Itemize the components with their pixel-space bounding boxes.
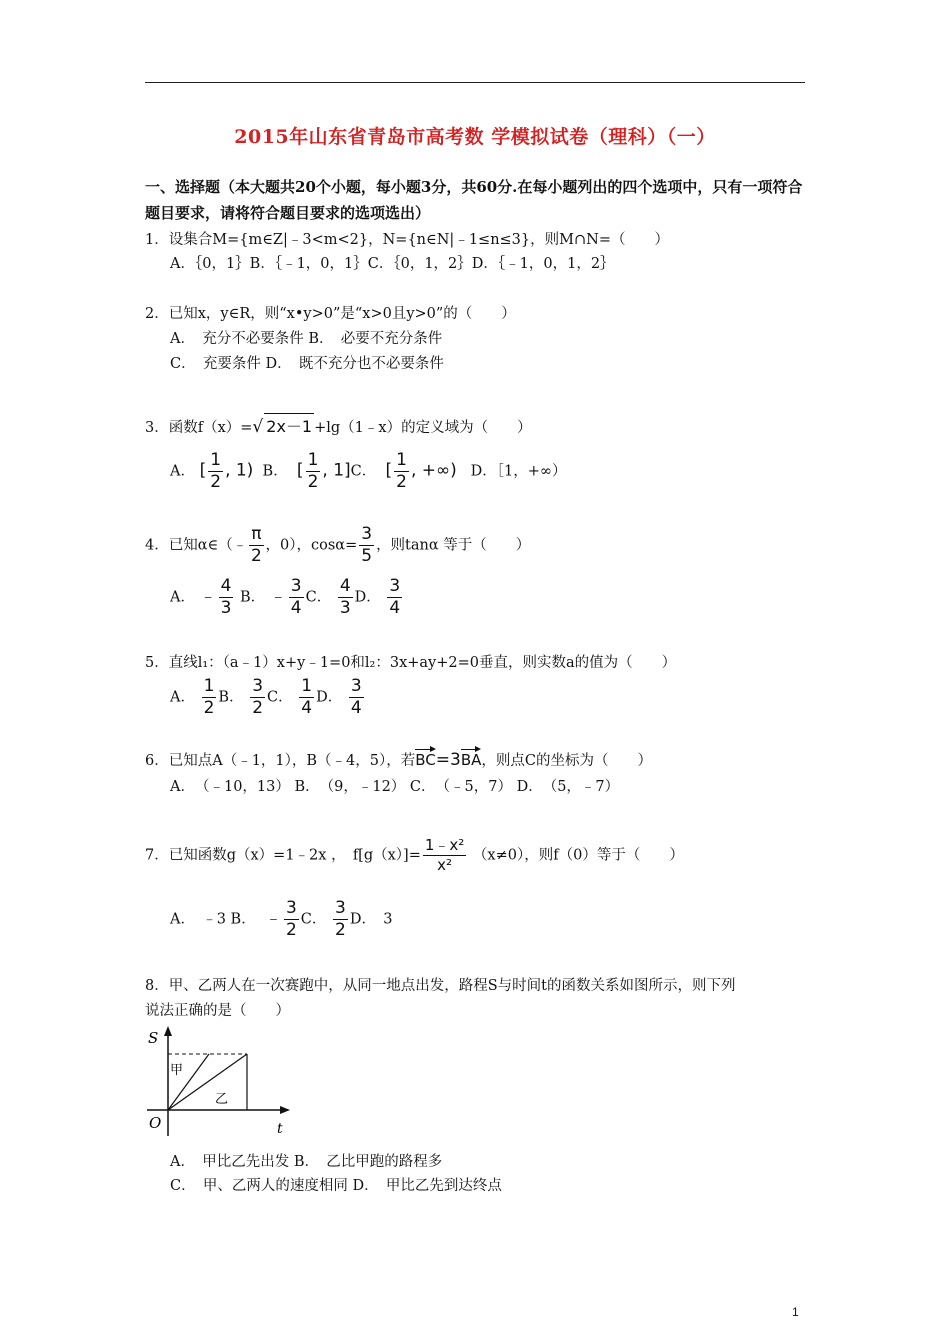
q4-opt-b-frac: $\frac{3}{4}$ [290,576,302,618]
q3-stem-post: +lg（1﹣x）的定义域为（ ） [314,420,532,436]
q5-options: A． $\frac{1}{2}$ B． $\frac{3}{2}$ C． $\frac{1}{4}$ D． $\frac{3}{4}$ [170,676,362,718]
q7-options: A． ﹣3 B． ﹣ $\frac{3}{2}$ C． $\frac{3}{2}$ D． 3 [170,898,393,940]
q4-opt-d-frac: $\frac{3}{4}$ [389,576,401,618]
q7-opt-c-frac: $\frac{3}{2}$ [334,898,346,940]
q3-stem: 3．函数f（x）=√ 2x－1 +lg（1﹣x）的定义域为（ ） [145,413,532,437]
q5-stem: 5．直线l₁：（a﹣1）x+y﹣1=0和l₂：3x+ay+2=0垂直，则实数a的值为（ ） [145,655,677,671]
s-axis-label: S [148,1029,159,1047]
q4-opt-a-frac: $\frac{4}{3}$ [220,576,232,618]
distance-time-graph [143,1024,293,1139]
q4-opt-c-frac: $\frac{4}{3}$ [339,576,351,618]
q5-opt-d-frac: $\frac{3}{4}$ [350,676,362,718]
q2-options-cd: C． 充要条件 D． 既不充分也不必要条件 [170,356,444,372]
vector-bc: BC [415,751,436,769]
jia-label: 甲 [170,1063,184,1078]
q3-options: A． [ $\frac{1}{2}$ , 1) B． [ $\frac{1}{2}$ , 1]C． [ $\frac{1}{2}$ , +∞) D．［1，+∞） [170,450,567,492]
q3-option-d: D．［1，+∞） [470,463,567,480]
q3-option-a-label: A． [170,463,195,480]
q3-half-a: $\frac{1}{2}$ [210,450,222,492]
q8-options-cd: C． 甲、乙两人的速度相同 D． 甲比乙先到达终点 [170,1178,502,1194]
q3-half-c: $\frac{1}{2}$ [396,450,407,492]
q2-options-ab: A． 充分不必要条件 B． 必要不充分条件 [170,331,443,347]
q8-stem-line2: 说法正确的是（ ） [145,1003,290,1019]
q6-options: A． （﹣10，13） B． （9，﹣12） C． （﹣5，7） D． （5，﹣7） [170,779,620,795]
t-axis-label: t [277,1121,283,1137]
q3-half-b: $\frac{1}{2}$ [307,450,319,492]
q1-stem: 1．设集合M={m∈Z|﹣3<m<2}，N={n∈N|﹣1≤n≤3}，则M∩N=（ ） [145,232,669,248]
t-axis-arrow-icon [280,1106,290,1114]
vector-ba: BA [460,751,482,769]
q7-stem: 7．已知函数g（x）=1﹣2x ， f[g（x）]= $\frac{\text{1﹣x²}}{\text{x²}}$ （x≠0），则f（0）等于（ ） [145,836,684,874]
q4-three-fifths: $\frac{3}{5}$ [361,524,373,566]
s-axis-arrow-icon [164,1026,172,1036]
q1-options: A．｛0，1｝B．｛﹣1，0，1｝C．｛0，1，2｝D．｛﹣1，0，1，2｝ [170,256,615,272]
q5-opt-b-frac: $\frac{3}{2}$ [252,676,264,718]
exam-title: 2015年山东省青岛市高考数 学模拟试卷（理科）（一） [234,126,716,148]
q4-pi-over-2: $\frac{\pi}{2}$ [250,524,262,566]
q2-stem: 2．已知x，y∈R，则“x•y>0”是“x>0且y>0”的（ ） [145,306,516,322]
q4-options: A． ﹣ $\frac{4}{3}$ B． ﹣ $\frac{3}{4}$ C． $\frac{4}{3}$ D． $\frac{3}{4}$ [170,576,401,618]
q8-stem-line1: 8．甲、乙两人在一次赛跑中，从同一地点出发，路程S与时间t的函数关系如图所示，则下列 [145,978,736,994]
section-heading: 一、选择题（本大题共20个小题，每小题3分，共60分.在每小题列出的四个选项中，只有一项符合题目要求，请将符合题目要求的选项选出） [145,178,803,222]
q5-opt-c-frac: $\frac{1}{4}$ [301,676,313,718]
q7-opt-b-frac: $\frac{3}{2}$ [285,898,297,940]
yi-label: 乙 [215,1092,229,1107]
q3-stem-pre: 3．函数f（x）= [145,420,253,436]
q4-stem: 4．已知α∈（﹣ $\frac{\pi}{2}$ ，0），cosα= $\frac{3}{5}$ ，则tanα 等于（ ） [145,524,531,566]
q5-opt-a-frac: $\frac{1}{2}$ [203,676,215,718]
q3-option-c-label: C． [350,463,377,480]
q7-fraction: $\frac{\text{1﹣x²}}{\text{x²}}$ [424,836,465,874]
header-rule [145,82,805,83]
q3-radicand: 2x－1 [264,413,314,437]
origin-label: O [149,1114,162,1132]
q8-options-ab: A． 甲比乙先出发 B． 乙比甲跑的路程多 [170,1154,443,1170]
page-number: 1 [792,1305,799,1319]
q3-option-b-label: B． [262,463,288,480]
q6-stem: 6．已知点A（﹣1，1），B（﹣4，5），若BC=3BA，则点C的坐标为（ ） [145,750,652,770]
